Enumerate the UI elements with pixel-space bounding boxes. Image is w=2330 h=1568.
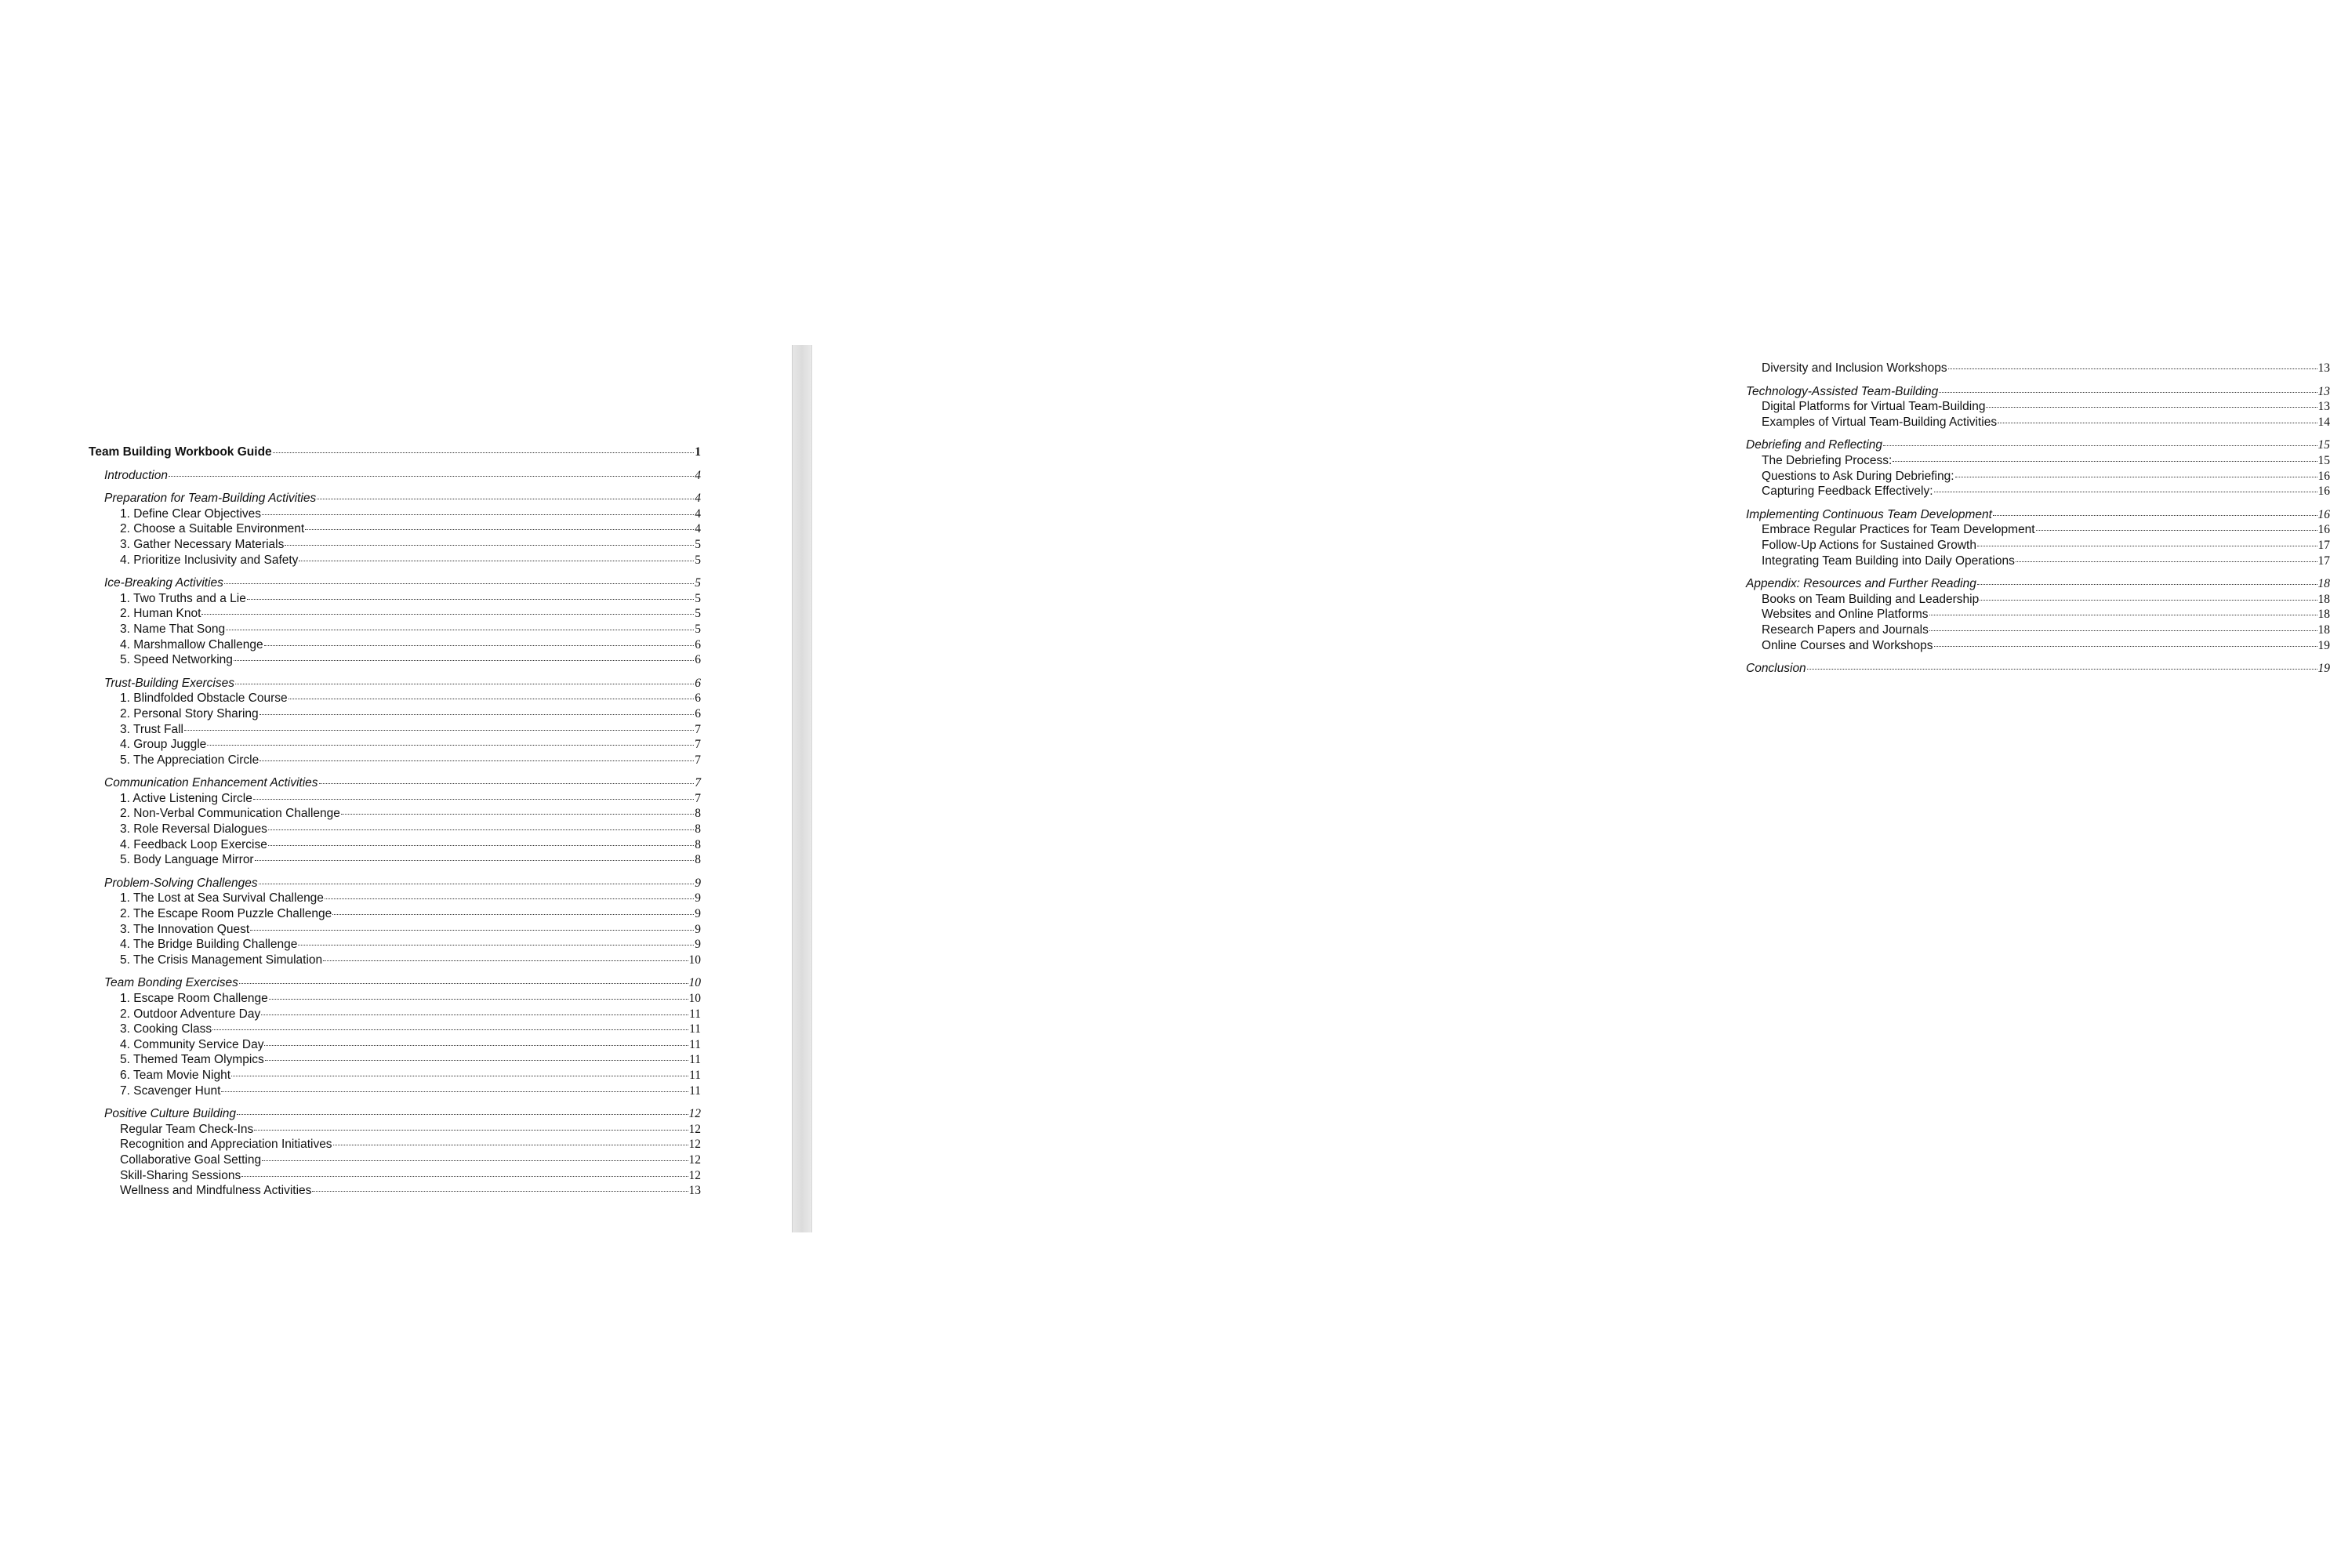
toc-page-number: 6 — [695, 637, 701, 652]
toc-entry-2-human-knot[interactable] — [89, 606, 701, 622]
toc-entry-title: 2. Outdoor Adventure Day — [120, 1007, 261, 1021]
dot-leader — [234, 660, 694, 661]
toc-page-number: 4 — [695, 492, 701, 506]
toc-entry-title: Conclusion — [1746, 662, 1806, 676]
toc-entry-title: Follow-Up Actions for Sustained Growth — [1762, 538, 1976, 552]
toc-page-number: 5 — [695, 607, 701, 621]
dot-leader — [1977, 584, 2317, 585]
toc-page-number: 10 — [688, 992, 701, 1005]
toc-entry-title: 5. The Crisis Management Simulation — [120, 953, 323, 967]
dot-leader — [1948, 368, 2317, 369]
toc-entry-title: Skill-Sharing Sessions — [120, 1168, 241, 1182]
dot-leader — [265, 1060, 688, 1061]
toc-entry-problem-solving-challenges[interactable] — [89, 876, 701, 891]
toc-page-number: 14 — [2317, 415, 2330, 429]
toc-entry-2-the-escape-room-puzzle-challenge[interactable] — [89, 906, 701, 922]
toc-entry-books-on-team-building-and-leadership[interactable] — [1730, 592, 2330, 608]
dot-leader — [264, 1045, 688, 1046]
toc-page-number: 18 — [2317, 608, 2330, 622]
toc-page-number: 19 — [2317, 638, 2330, 652]
toc-entry-title: Integrating Team Building into Daily Operations — [1762, 554, 2015, 568]
toc-entry-1-define-clear-objectives[interactable] — [89, 506, 701, 522]
toc-page-number: 17 — [2317, 538, 2330, 552]
toc-entry-digital-platforms-for-virtual-team-building[interactable] — [1730, 399, 2330, 415]
toc-page-number: 16 — [2317, 523, 2330, 537]
toc-page-number: 5 — [695, 591, 701, 605]
toc-page-number: 16 — [2317, 485, 2330, 499]
toc-entry-title: Positive Culture Building — [104, 1107, 237, 1121]
toc-entry-research-papers-and-journals[interactable] — [1730, 622, 2330, 638]
dot-leader — [239, 983, 688, 984]
toc-entry-title: The Debriefing Process: — [1762, 453, 1893, 467]
toc-entry-team-building-workbook-guide[interactable] — [89, 445, 701, 460]
toc-entry-title: 2. The Escape Room Puzzle Challenge — [120, 907, 332, 921]
toc-entry-title: Digital Platforms for Virtual Team-Building — [1762, 400, 1986, 414]
toc-entry-communication-enhancement-activities[interactable] — [89, 775, 701, 791]
toc-page-number: 5 — [695, 576, 701, 590]
dot-leader — [273, 452, 695, 453]
toc-page-number: 7 — [695, 722, 701, 736]
dot-leader — [212, 1029, 688, 1030]
dot-leader — [1939, 392, 2317, 393]
toc-entry-title: 3. Gather Necessary Materials — [120, 537, 285, 551]
dot-leader — [254, 1130, 688, 1131]
toc-entry-title: 3. Role Reversal Dialogues — [120, 822, 267, 837]
toc-entry-title: 1. Escape Room Challenge — [120, 992, 268, 1005]
toc-page-number: 13 — [688, 1184, 701, 1198]
toc-entry-title: Examples of Virtual Team-Building Activities — [1762, 415, 1998, 429]
toc-entry-title: Technology-Assisted Team-Building — [1746, 384, 1939, 398]
toc-entry-wellness-and-mindfulness-activities[interactable] — [89, 1183, 701, 1199]
toc-entry-title: Ice-Breaking Activities — [104, 576, 223, 590]
toc-page-number: 12 — [688, 1138, 701, 1152]
dot-leader — [261, 1014, 688, 1015]
toc-page-number: 5 — [695, 553, 701, 567]
toc-entry-2-non-verbal-communication-challenge[interactable] — [89, 806, 701, 822]
toc-entry-recognition-and-appreciation-initiatives[interactable] — [89, 1137, 701, 1152]
toc-entry-4-prioritize-inclusivity-and-safety[interactable] — [89, 553, 701, 568]
dot-leader — [237, 1114, 688, 1115]
toc-entry-5-body-language-mirror[interactable] — [89, 852, 701, 868]
toc-page-number: 11 — [689, 1037, 701, 1051]
toc-page-number: 8 — [695, 837, 701, 851]
dot-leader — [1807, 669, 2317, 670]
right-page — [812, 0, 2330, 1568]
dot-leader — [1929, 630, 2317, 631]
toc-page-number: 9 — [695, 907, 701, 921]
dot-leader — [262, 1160, 688, 1161]
toc-page-number: 17 — [2317, 554, 2330, 568]
toc-page-number: 12 — [688, 1152, 701, 1167]
toc-entry-title: Regular Team Check-Ins — [120, 1122, 254, 1136]
toc-entry-embrace-regular-practices-for-team-development[interactable] — [1730, 522, 2330, 538]
toc-page-number: 8 — [695, 807, 701, 821]
toc-page-number: 6 — [695, 653, 701, 667]
toc-entry-title: 1. Blindfolded Obstacle Course — [120, 691, 288, 706]
dot-leader — [224, 583, 694, 584]
toc-entry-title: Trust-Building Exercises — [104, 676, 234, 690]
toc-entry-title: 3. Cooking Class — [120, 1022, 212, 1036]
left-page — [0, 0, 792, 1568]
toc-page-number: 10 — [688, 976, 701, 990]
dot-leader — [1986, 407, 2317, 408]
dot-leader — [262, 514, 694, 515]
dot-leader — [201, 614, 694, 615]
dot-leader — [2016, 561, 2317, 562]
dot-leader — [269, 999, 688, 1000]
toc-entry-skill-sharing-sessions[interactable] — [89, 1168, 701, 1184]
toc-page-number: 13 — [2317, 400, 2330, 414]
toc-entry-title: Collaborative Goal Setting — [120, 1152, 262, 1167]
toc-page-number: 7 — [695, 776, 701, 790]
toc-page-number: 4 — [695, 522, 701, 536]
toc-page-number: 18 — [2317, 577, 2330, 591]
toc-entry-title: Websites and Online Platforms — [1762, 608, 1929, 622]
toc-entry-title: 4. Feedback Loop Exercise — [120, 837, 267, 851]
toc-entry-3-name-that-song[interactable] — [89, 622, 701, 637]
toc-entry-1-the-lost-at-sea-survival-challenge[interactable] — [89, 891, 701, 906]
toc-entry-3-the-innovation-quest[interactable] — [89, 922, 701, 938]
dot-leader — [184, 730, 694, 731]
toc-entry-2-choose-a-suitable-environment[interactable] — [89, 521, 701, 537]
toc-entry-title: Embrace Regular Practices for Team Development — [1762, 523, 2035, 537]
toc-entry-5-themed-team-olympics[interactable] — [89, 1052, 701, 1068]
page-gutter — [792, 345, 812, 1232]
toc-entry-title: 3. The Innovation Quest — [120, 922, 250, 936]
dot-leader — [305, 529, 694, 530]
toc-entry-title: 2. Choose a Suitable Environment — [120, 522, 305, 536]
toc-entry-technology-assisted-team-building[interactable] — [1730, 384, 2330, 400]
toc-entry-3-gather-necessary-materials[interactable] — [89, 537, 701, 553]
toc-entry-title: 2. Non-Verbal Communication Challenge — [120, 807, 340, 821]
toc-entry-positive-culture-building[interactable] — [89, 1106, 701, 1122]
dot-leader — [325, 898, 694, 899]
toc-page-number: 6 — [695, 706, 701, 720]
toc-entry-diversity-and-inclusion-workshops[interactable] — [1730, 361, 2330, 376]
toc-page-number: 11 — [689, 1083, 701, 1098]
toc-page-number: 18 — [2317, 592, 2330, 606]
dot-leader — [259, 760, 694, 761]
toc-entry-3-trust-fall[interactable] — [89, 722, 701, 738]
toc-entry-7-scavenger-hunt[interactable] — [89, 1083, 701, 1099]
dot-leader — [323, 960, 688, 961]
toc-entry-online-courses-and-workshops[interactable] — [1730, 638, 2330, 654]
toc-entry-title: 1. Two Truths and a Lie — [120, 591, 246, 605]
toc-entry-title: Team Bonding Exercises — [104, 976, 238, 990]
toc-entry-3-cooking-class[interactable] — [89, 1022, 701, 1037]
toc-page-number: 6 — [695, 676, 701, 690]
dot-leader — [169, 476, 694, 477]
toc-entry-6-team-movie-night[interactable] — [89, 1068, 701, 1083]
toc-entry-title: Books on Team Building and Leadership — [1762, 592, 1980, 606]
toc-entry-follow-up-actions-for-sustained-growth[interactable] — [1730, 538, 2330, 554]
toc-entry-title: 4. Group Juggle — [120, 738, 207, 752]
toc-entry-debriefing-and-reflecting[interactable] — [1730, 437, 2330, 453]
toc-entry-title: 6. Team Movie Night — [120, 1068, 230, 1082]
dot-leader — [255, 860, 695, 861]
toc-entry-title: Implementing Continuous Team Development — [1746, 507, 1992, 521]
toc-entry-title: 1. Active Listening Circle — [120, 791, 252, 805]
toc-entry-title: Preparation for Team-Building Activities — [104, 492, 317, 506]
toc-entry-3-role-reversal-dialogues[interactable] — [89, 822, 701, 837]
toc-entry-title: Research Papers and Journals — [1762, 622, 1929, 637]
toc-entry-title: 3. Trust Fall — [120, 722, 183, 736]
toc-entry-title: 1. Define Clear Objectives — [120, 506, 262, 521]
toc-entry-title: 1. The Lost at Sea Survival Challenge — [120, 891, 324, 906]
toc-page-number: 4 — [695, 468, 701, 482]
toc-entry-4-marshmallow-challenge[interactable] — [89, 637, 701, 653]
toc-page-number: 7 — [695, 738, 701, 752]
toc-page-number: 10 — [688, 953, 701, 967]
toc-entry-5-the-crisis-management-simulation[interactable] — [89, 953, 701, 968]
toc-entry-title: Recognition and Appreciation Initiatives — [120, 1138, 332, 1152]
toc-entry-title: Debriefing and Reflecting — [1746, 438, 1883, 452]
toc-page-number: 9 — [695, 876, 701, 890]
toc-entry-title: 4. Prioritize Inclusivity and Safety — [120, 553, 299, 567]
toc-page-number: 19 — [2317, 662, 2330, 676]
dot-leader — [241, 1176, 688, 1177]
toc-page-number: 9 — [695, 938, 701, 952]
toc-page-number: 4 — [695, 506, 701, 521]
dot-leader — [1883, 445, 2317, 446]
dot-leader — [1993, 515, 2317, 516]
dot-leader — [332, 914, 694, 915]
toc-entry-websites-and-online-platforms[interactable] — [1730, 607, 2330, 622]
dot-leader — [298, 945, 694, 946]
toc-entry-1-two-truths-and-a-lie[interactable] — [89, 591, 701, 607]
toc-entry-title: Appendix: Resources and Further Reading — [1746, 577, 1976, 591]
toc-entry-1-blindfolded-obstacle-course[interactable] — [89, 691, 701, 706]
toc-entry-title: Diversity and Inclusion Workshops — [1762, 361, 1947, 375]
table-of-contents-left — [89, 445, 701, 1199]
toc-entry-title: 4. Marshmallow Challenge — [120, 637, 263, 652]
toc-page-number: 16 — [2317, 507, 2330, 521]
toc-page-number: 5 — [695, 622, 701, 636]
toc-entry-title: Introduction — [104, 468, 168, 482]
toc-entry-title: Problem-Solving Challenges — [104, 876, 258, 890]
toc-page-number: 12 — [688, 1168, 701, 1182]
toc-entry-questions-to-ask-during-debriefing[interactable] — [1730, 469, 2330, 485]
dot-leader — [1893, 461, 2317, 462]
toc-entry-title: 7. Scavenger Hunt — [120, 1083, 221, 1098]
toc-page-number: 15 — [2317, 438, 2330, 452]
toc-page-number: 6 — [695, 691, 701, 706]
dot-leader — [1934, 646, 2317, 647]
dot-leader — [250, 930, 694, 931]
toc-page-number: 13 — [2317, 361, 2330, 375]
dot-leader — [207, 745, 694, 746]
table-of-contents-right — [1730, 361, 2330, 677]
toc-entry-integrating-team-building-into-daily-operations[interactable] — [1730, 554, 2330, 569]
toc-entry-conclusion[interactable] — [1730, 661, 2330, 677]
dot-leader — [341, 814, 694, 815]
toc-entry-title: 5. Body Language Mirror — [120, 853, 254, 867]
dot-leader — [259, 714, 695, 715]
toc-entry-title: 4. The Bridge Building Challenge — [120, 938, 298, 952]
dot-leader — [247, 599, 694, 600]
toc-entry-introduction[interactable] — [89, 468, 701, 484]
toc-entry-5-the-appreciation-circle[interactable] — [89, 753, 701, 768]
toc-entry-title: Capturing Feedback Effectively: — [1762, 485, 1933, 499]
toc-entry-title: Wellness and Mindfulness Activities — [120, 1184, 312, 1198]
toc-page-number: 7 — [695, 791, 701, 805]
dot-leader — [253, 799, 694, 800]
toc-entry-capturing-feedback-effectively[interactable] — [1730, 484, 2330, 499]
toc-page-number: 7 — [695, 753, 701, 767]
dot-leader — [221, 1091, 688, 1092]
toc-entry-trust-building-exercises[interactable] — [89, 676, 701, 691]
toc-page-number: 8 — [695, 853, 701, 867]
toc-entry-title: Questions to Ask During Debriefing: — [1762, 469, 1954, 483]
toc-page-number: 11 — [689, 1022, 701, 1036]
toc-page-number: 1 — [695, 445, 701, 459]
toc-entry-team-bonding-exercises[interactable] — [89, 975, 701, 991]
dot-leader — [285, 545, 694, 546]
toc-page-number: 9 — [695, 891, 701, 906]
toc-entry-title: Online Courses and Workshops — [1762, 638, 1933, 652]
dot-leader — [1980, 600, 2317, 601]
toc-entry-title: 4. Community Service Day — [120, 1037, 264, 1051]
toc-entry-4-feedback-loop-exercise[interactable] — [89, 837, 701, 853]
toc-entry-title: 5. Themed Team Olympics — [120, 1053, 264, 1067]
toc-entry-5-speed-networking[interactable] — [89, 652, 701, 668]
toc-page-number: 9 — [695, 922, 701, 936]
toc-page-number: 12 — [688, 1107, 701, 1121]
toc-page-number: 11 — [689, 1007, 701, 1021]
dot-leader — [319, 783, 695, 784]
toc-entry-2-personal-story-sharing[interactable] — [89, 706, 701, 722]
dot-leader — [312, 1191, 688, 1192]
toc-entry-the-debriefing-process[interactable] — [1730, 453, 2330, 469]
toc-page-number: 13 — [2317, 384, 2330, 398]
toc-entry-ice-breaking-activities[interactable] — [89, 575, 701, 591]
dot-leader — [268, 829, 694, 830]
dot-leader — [2036, 530, 2317, 531]
toc-entry-examples-of-virtual-team-building-activities[interactable] — [1730, 415, 2330, 430]
toc-page-number: 5 — [695, 537, 701, 551]
toc-page-number: 11 — [689, 1053, 701, 1067]
toc-entry-title: 2. Human Knot — [120, 607, 201, 621]
toc-entry-preparation-for-team-building-activities[interactable] — [89, 491, 701, 506]
toc-entry-1-active-listening-circle[interactable] — [89, 791, 701, 807]
toc-page-number: 8 — [695, 822, 701, 837]
toc-entry-title: Communication Enhancement Activities — [104, 776, 318, 790]
toc-entry-title: 2. Personal Story Sharing — [120, 706, 259, 720]
toc-page-number: 18 — [2317, 622, 2330, 637]
toc-page-number: 16 — [2317, 469, 2330, 483]
toc-entry-regular-team-check-ins[interactable] — [89, 1122, 701, 1138]
toc-entry-1-escape-room-challenge[interactable] — [89, 991, 701, 1007]
toc-entry-appendix-resources-and-further-reading[interactable] — [1730, 576, 2330, 592]
toc-entry-title: 3. Name That Song — [120, 622, 226, 636]
dot-leader — [264, 645, 695, 646]
toc-entry-collaborative-goal-setting[interactable] — [89, 1152, 701, 1168]
toc-page-number: 11 — [689, 1068, 701, 1082]
toc-entry-title: 5. Speed Networking — [120, 653, 233, 667]
toc-entry-4-the-bridge-building-challenge[interactable] — [89, 937, 701, 953]
toc-page-number: 12 — [688, 1122, 701, 1136]
toc-entry-title: Team Building Workbook Guide — [89, 445, 272, 459]
dot-leader — [268, 845, 694, 846]
toc-entry-4-community-service-day[interactable] — [89, 1037, 701, 1053]
toc-page-number: 15 — [2317, 453, 2330, 467]
toc-entry-2-outdoor-adventure-day[interactable] — [89, 1007, 701, 1022]
toc-entry-4-group-juggle[interactable] — [89, 737, 701, 753]
toc-entry-implementing-continuous-team-development[interactable] — [1730, 507, 2330, 523]
toc-entry-title: 5. The Appreciation Circle — [120, 753, 259, 767]
